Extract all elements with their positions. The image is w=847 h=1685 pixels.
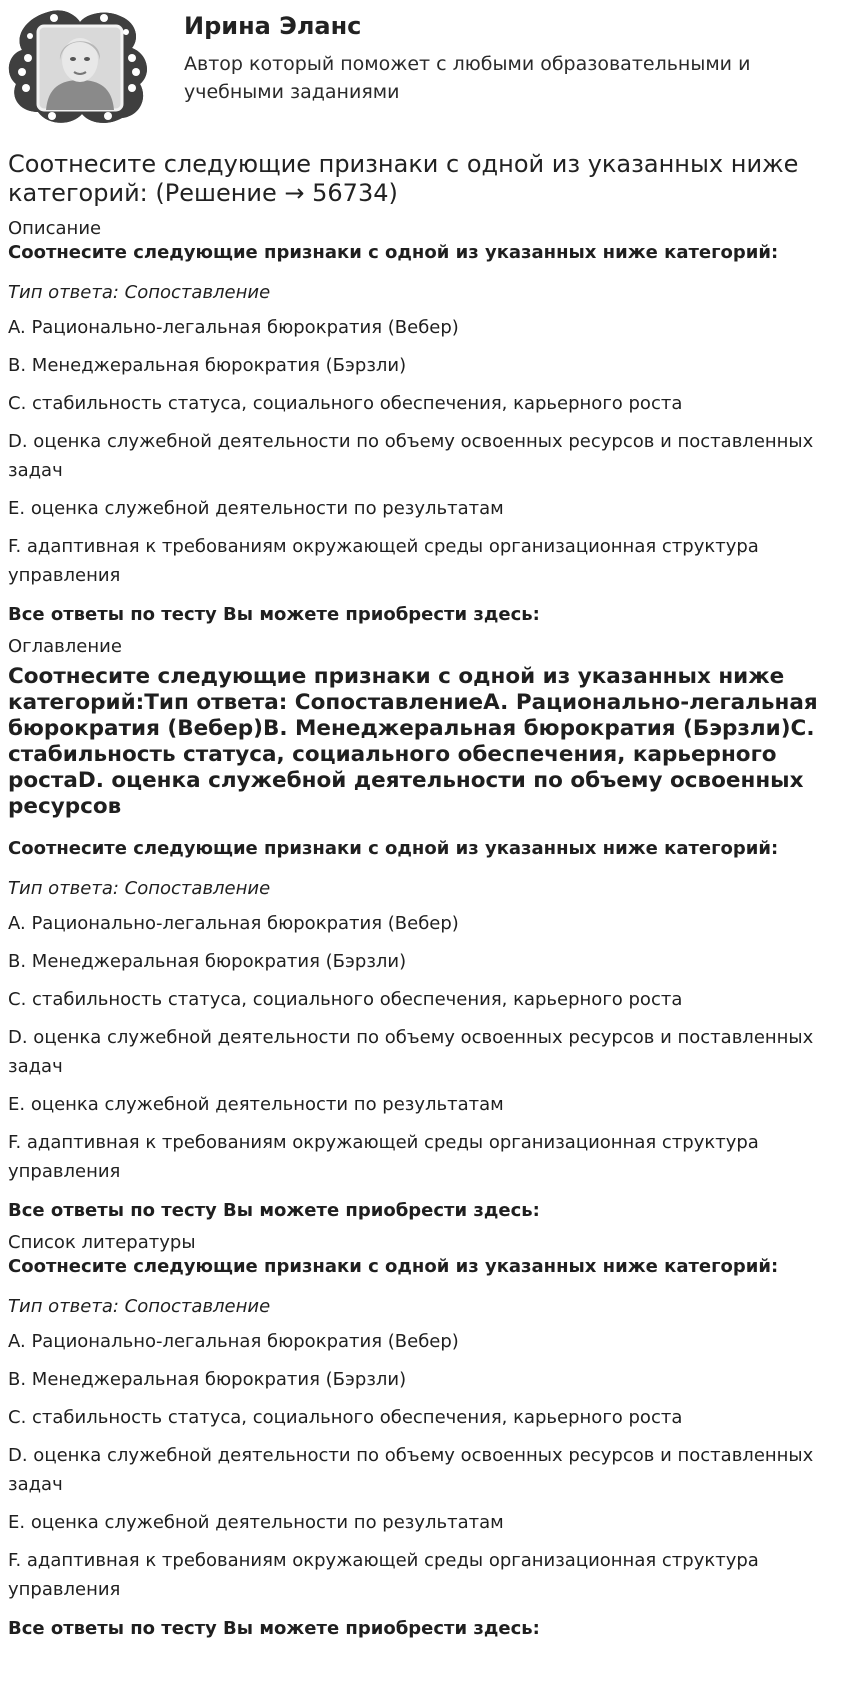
section-bibliography (8, 1232, 839, 1640)
question-text: Соотнесите следующие признаки с одной из указанных ниже категорий: (8, 1255, 779, 1277)
option-c: C. стабильность статуса, социального обеспечения, карьерного роста (8, 393, 683, 414)
answer-type: Тип ответа: Сопоставление (8, 877, 271, 899)
option-c: C. стабильность статуса, социального обеспечения, карьерного роста (8, 1406, 683, 1428)
section-label: Список литературы (8, 1231, 196, 1253)
option-c: C. стабильность статуса, социального обеспечения, карьерного роста (8, 988, 683, 1010)
option-f: F. адаптивная к требованиям окружающей среды организационная структура управления (8, 1131, 759, 1182)
author-header (0, 0, 847, 140)
question-text: Соотнесите следующие признаки с одной из указанных ниже категорий: (8, 242, 779, 263)
option-b: B. Менеджеральная бюрократия (Бэрзли) (8, 355, 407, 376)
buy-answers-text: Все ответы по тесту Вы можете приобрести здесь: (8, 1199, 540, 1221)
option-e: E. оценка служебной деятельности по результатам (8, 498, 504, 519)
section-label: Оглавление (8, 636, 122, 657)
option-b: B. Менеджеральная бюрократия (Бэрзли) (8, 950, 407, 972)
answer-type: Тип ответа: Сопоставление (8, 1295, 271, 1317)
buy-answers-text: Все ответы по тесту Вы можете приобрести здесь: (8, 1617, 540, 1639)
option-d: D. оценка служебной деятельности по объему освоенных ресурсов и поставленных задач (8, 431, 814, 481)
option-d: D. оценка служебной деятельности по объему освоенных ресурсов и поставленных задач (8, 1026, 814, 1077)
avatar-photo (38, 26, 122, 110)
author-name[interactable]: Ирина Эланс (184, 12, 362, 40)
section-label: Описание (8, 218, 102, 239)
section-description (8, 218, 839, 626)
option-a: A. Рационально-легальная бюрократия (Вебер) (8, 317, 459, 338)
option-a: A. Рационально-легальная бюрократия (Вебер) (8, 1330, 459, 1352)
question-text: Соотнесите следующие признаки с одной из указанных ниже категорий: (8, 837, 779, 859)
option-b: B. Менеджеральная бюрократия (Бэрзли) (8, 1368, 407, 1390)
option-f: F. адаптивная к требованиям окружающей среды организационная структура управления (8, 536, 759, 586)
answer-type: Тип ответа: Сопоставление (8, 282, 271, 303)
toc-heading: Соотнесите следующие признаки с одной из указанных ниже категорий:Тип ответа: СопоставлениеA. Рационально-легальная бюрократия (Вебер)B. Менеджеральная бюрократия (Бэрзли)C. стабильность статуса, социального обеспечения, карьерного ростаD. оценка служебной деятельности по объему освоенных ресурсов (8, 664, 818, 819)
option-e: E. оценка служебной деятельности по результатам (8, 1093, 504, 1115)
content (0, 150, 847, 1640)
option-d: D. оценка служебной деятельности по объему освоенных ресурсов и поставленных задач (8, 1444, 814, 1495)
page-title: Соотнесите следующие признаки с одной из указанных ниже категорий: (Решение → 56734) (8, 150, 799, 207)
author-avatar[interactable] (8, 8, 150, 126)
option-e: E. оценка служебной деятельности по результатам (8, 1511, 504, 1533)
section-toc (8, 636, 839, 1222)
option-f: F. адаптивная к требованиям окружающей среды организационная структура управления (8, 1549, 759, 1600)
buy-answers-text: Все ответы по тесту Вы можете приобрести здесь: (8, 604, 540, 625)
author-description: Автор который поможет с любыми образовательными и учебными заданиями (184, 53, 751, 103)
option-a: A. Рационально-легальная бюрократия (Вебер) (8, 912, 459, 934)
